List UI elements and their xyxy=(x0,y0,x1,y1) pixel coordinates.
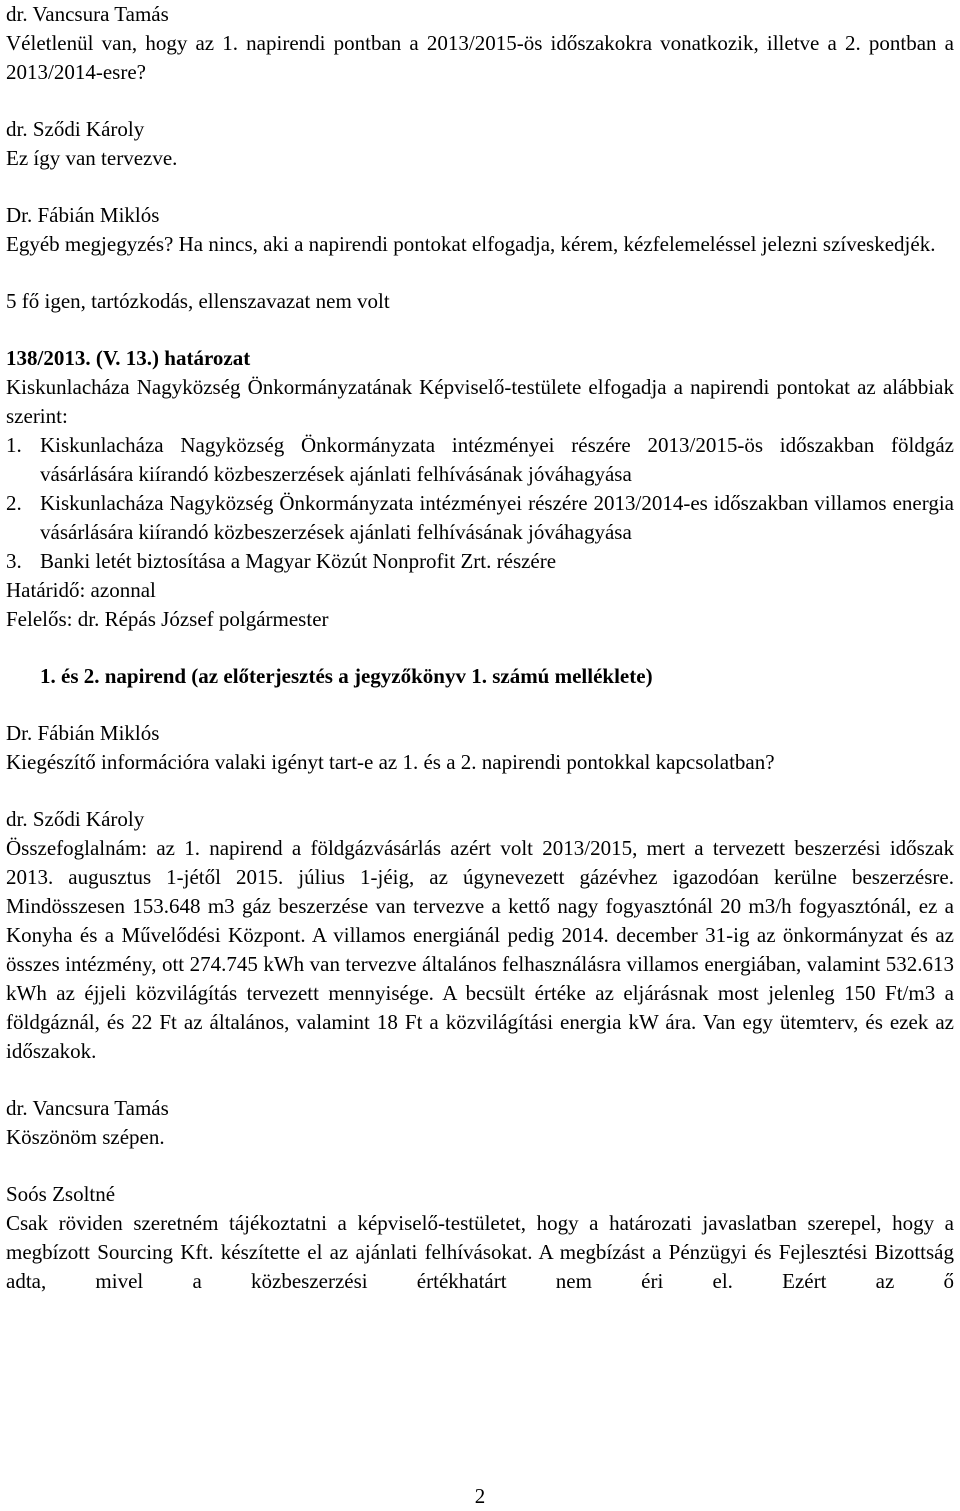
speech-text: Köszönöm szépen. xyxy=(6,1125,165,1149)
resolution-intro: Kiskunlacháza Nagyközség Önkormányzatának Képviselő-testülete elfogadja a napirendi pontokat az alábbiak szerint: xyxy=(6,375,954,428)
document-page xyxy=(6,0,954,1296)
speaker-name: dr. Vancsura Tamás xyxy=(6,1096,169,1120)
speech-text: Egyéb megjegyzés? Ha nincs, aki a napirendi pontokat elfogadja, kérem, kézfelemeléssel jelezni szíveskedjék. xyxy=(6,232,936,256)
resolution-title: 138/2013. (V. 13.) határozat xyxy=(6,346,251,370)
list-item xyxy=(6,489,954,547)
speech-text: Összefoglalnám: az 1. napirend a földgázvásárlás azért volt 2013/2015, mert a tervezett beszerzési időszak 2013. augusztus 1-jétől 2015. július 1-jéig, az úgynevezett gázévhez igazodóan kerülne beszerzésre. Mindösszesen 153.648 m3 gáz beszerzése van tervezve a kettő nagy fogyasztónál 20 m3/h fogyasztónál, ez a Konyha és a Művelődési Központ. A villamos energiánál pedig 2014. december 31-ig az önkormányzat és az összes intézmény, ott 274.745 kWh van tervezve általános felhasználásra villamos energiában, valamint 532.613 kWh az éjjeli közvilágítás tervezett mennyisége. A becsült értéke az eljárásnak most jelenleg 150 Ft/m3 a földgáznál, és 22 Ft az általános, valamint 18 Ft a közvilágítási energia kW ára. Van egy ütemterv, és ezek az időszakok. xyxy=(6,836,954,1063)
speech-text: Véletlenül van, hogy az 1. napirendi pontban a 2013/2015-ös időszakokra vonatkozik, illetve a 2. pontban a 2013/2014-esre? xyxy=(6,31,954,84)
list-item xyxy=(6,431,954,489)
item-number: 3. xyxy=(6,549,22,573)
list-item xyxy=(6,547,954,576)
speaker-name: dr. Vancsura Tamás xyxy=(6,2,169,26)
item-number: 1. xyxy=(6,433,22,457)
speaker-name: Dr. Fábián Miklós xyxy=(6,721,160,745)
item-text: Banki letét biztosítása a Magyar Közút Nonprofit Zrt. részére xyxy=(40,549,557,573)
vote-result: 5 fő igen, tartózkodás, ellenszavazat nem volt xyxy=(6,289,390,313)
resolution-items xyxy=(6,431,954,576)
speaker-name: dr. Sződi Károly xyxy=(6,117,145,141)
page-number: 2 xyxy=(474,1484,486,1508)
speaker-name: dr. Sződi Károly xyxy=(6,807,145,831)
item-text: Kiskunlacháza Nagyközség Önkormányzata intézményei részére 2013/2015-ös időszakban földgáz vásárlására kiírandó közbeszerzések ajánlati felhívásának jóváhagyása xyxy=(40,433,954,486)
item-text: Kiskunlacháza Nagyközség Önkormányzata intézményei részére 2013/2014-es időszakban villamos energia vásárlására kiírandó közbeszerzések ajánlati felhívásának jóváhagyása xyxy=(40,491,954,544)
agenda-heading: 1. és 2. napirend (az előterjesztés a jegyzőkönyv 1. számú melléklete) xyxy=(40,664,653,688)
speaker-name: Dr. Fábián Miklós xyxy=(6,203,160,227)
item-number: 2. xyxy=(6,491,22,515)
resolution-responsible: Felelős: dr. Répás József polgármester xyxy=(6,607,329,631)
resolution-deadline: Határidő: azonnal xyxy=(6,578,156,602)
speech-text: Csak röviden szeretném tájékoztatni a képviselő-testületet, hogy a határozati javaslatban szerepel, hogy a megbízott Sourcing Kft. készítette el az ajánlati felhívásokat. A megbízást a Pénzügyi és Fejlesztési Bizottság adta, mivel a közbeszerzési értékhatárt nem éri el. Ezért az ő xyxy=(6,1211,954,1293)
speaker-name: Soós Zsoltné xyxy=(6,1182,116,1206)
speech-text: Kiegészítő információra valaki igényt tart-e az 1. és a 2. napirendi pontokkal kapcsolatban? xyxy=(6,750,775,774)
speech-text: Ez így van tervezve. xyxy=(6,146,178,170)
